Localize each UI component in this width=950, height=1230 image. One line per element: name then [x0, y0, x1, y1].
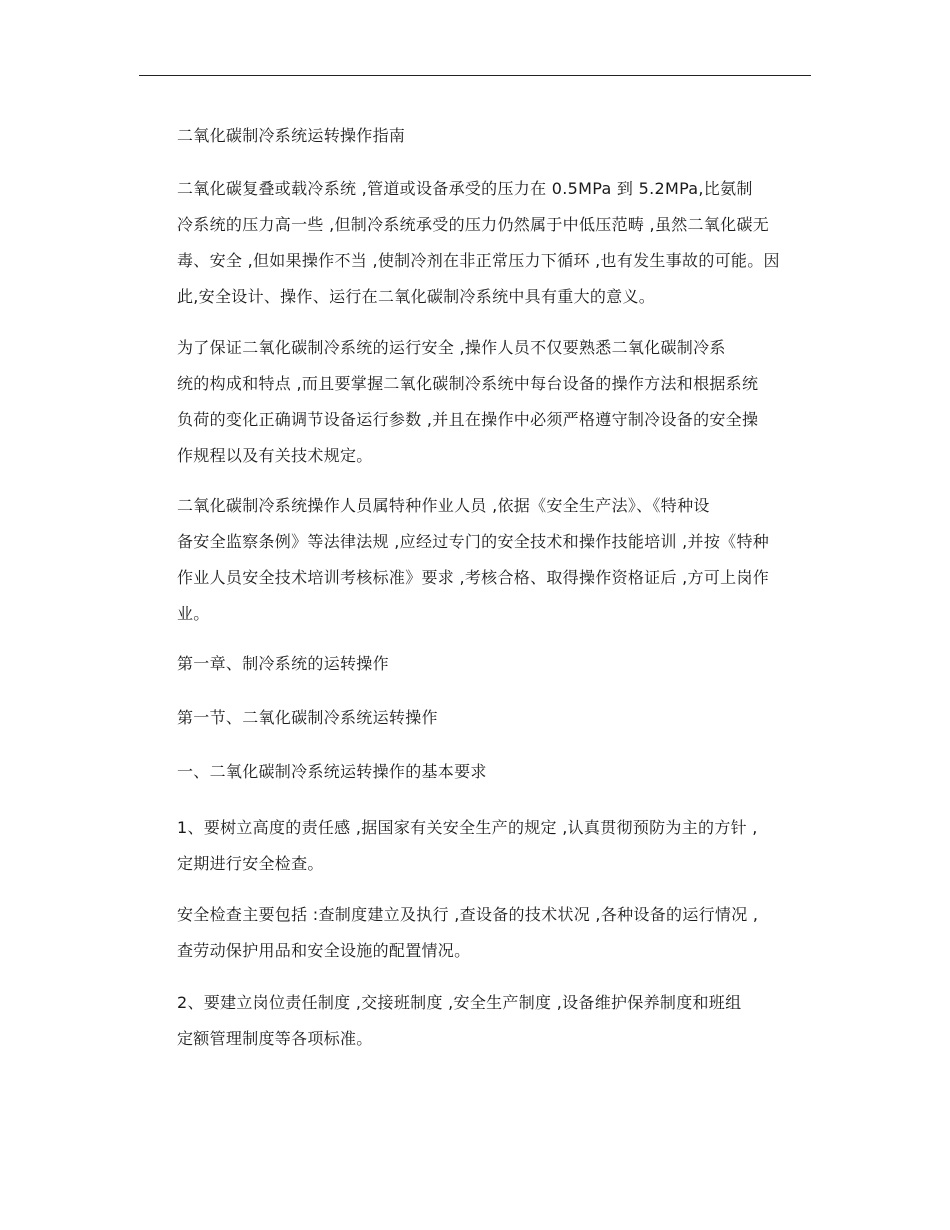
paragraph-line: 业。 [177, 604, 210, 623]
paragraph-line: 二氧化碳制冷系统操作人员属特种作业人员 ,依据《安全生产法》、《特种设 [177, 496, 710, 515]
paragraph-line: 安全检查主要包括 :查制度建立及执行 ,查设备的技术状况 ,各种设备的运行情况 , [177, 905, 759, 924]
paragraph-line: 备安全监察条例》等法律法规 ,应经过专门的安全技术和操作技能培训 ,并按《特种 [177, 532, 770, 551]
paragraph-line: 定额管理制度等各项标准。 [177, 1029, 373, 1048]
paragraph-line: 作规程以及有关技术规定。 [177, 446, 373, 465]
paragraph-line: 毒、安全 ,但如果操作不当 ,使制冷剂在非正常压力下循环 ,也有发生事故的可能。因 [177, 251, 780, 270]
paragraph-line: 2、要建立岗位责任制度 ,交接班制度 ,安全生产制度 ,设备维护保养制度和班组 [177, 993, 742, 1012]
intro-paragraph-2 [139, 330, 809, 474]
item-1 [139, 810, 809, 882]
paragraph-line: 作业人员安全技术培训考核标准》要求 ,考核合格、取得操作资格证后 ,方可上岗作 [177, 568, 770, 587]
item-1-detail [139, 897, 809, 969]
paragraph-line: 二氧化碳复叠或载冷系统 ,管道或设备承受的压力在 0.5MPa 到 5.2MPa,比氨制 [177, 179, 753, 198]
paragraph-line: 统的构成和特点 ,而且要掌握二氧化碳制冷系统中每台设备的操作方法和根据系统 [177, 374, 759, 393]
paragraph-line: 此,安全设计、操作、运行在二氧化碳制冷系统中具有重大的意义。 [177, 287, 656, 306]
item-2 [139, 985, 809, 1057]
paragraph-line: 查劳动保护用品和安全设施的配置情况。 [177, 941, 471, 960]
subsection-heading-text: 一、二氧化碳制冷系统运转操作的基本要求 [177, 762, 487, 781]
chapter-heading [139, 646, 809, 682]
document-title [139, 118, 809, 154]
section-heading [139, 700, 809, 736]
intro-paragraph-3 [139, 488, 809, 632]
section-heading-text: 第一节、二氧化碳制冷系统运转操作 [177, 708, 438, 727]
document-title-text: 二氧化碳制冷系统运转操作指南 [177, 126, 406, 145]
chapter-heading-text: 第一章、制冷系统的运转操作 [177, 654, 389, 673]
subsection-heading [139, 754, 809, 790]
intro-paragraph-1 [139, 171, 809, 315]
paragraph-line: 负荷的变化正确调节设备运行参数 ,并且在操作中必须严格遵守制冷设备的安全操 [177, 410, 759, 429]
header-rule [139, 75, 811, 76]
paragraph-line: 冷系统的压力高一些 ,但制冷系统承受的压力仍然属于中低压范畴 ,虽然二氧化碳无 [177, 215, 770, 234]
paragraph-line: 为了保证二氧化碳制冷系统的运行安全 ,操作人员不仅要熟悉二氧化碳制冷系 [177, 338, 726, 357]
paragraph-line: 1、要树立高度的责任感 ,据国家有关安全生产的规定 ,认真贯彻预防为主的方针 , [177, 818, 758, 837]
paragraph-line: 定期进行安全检查。 [177, 854, 324, 873]
